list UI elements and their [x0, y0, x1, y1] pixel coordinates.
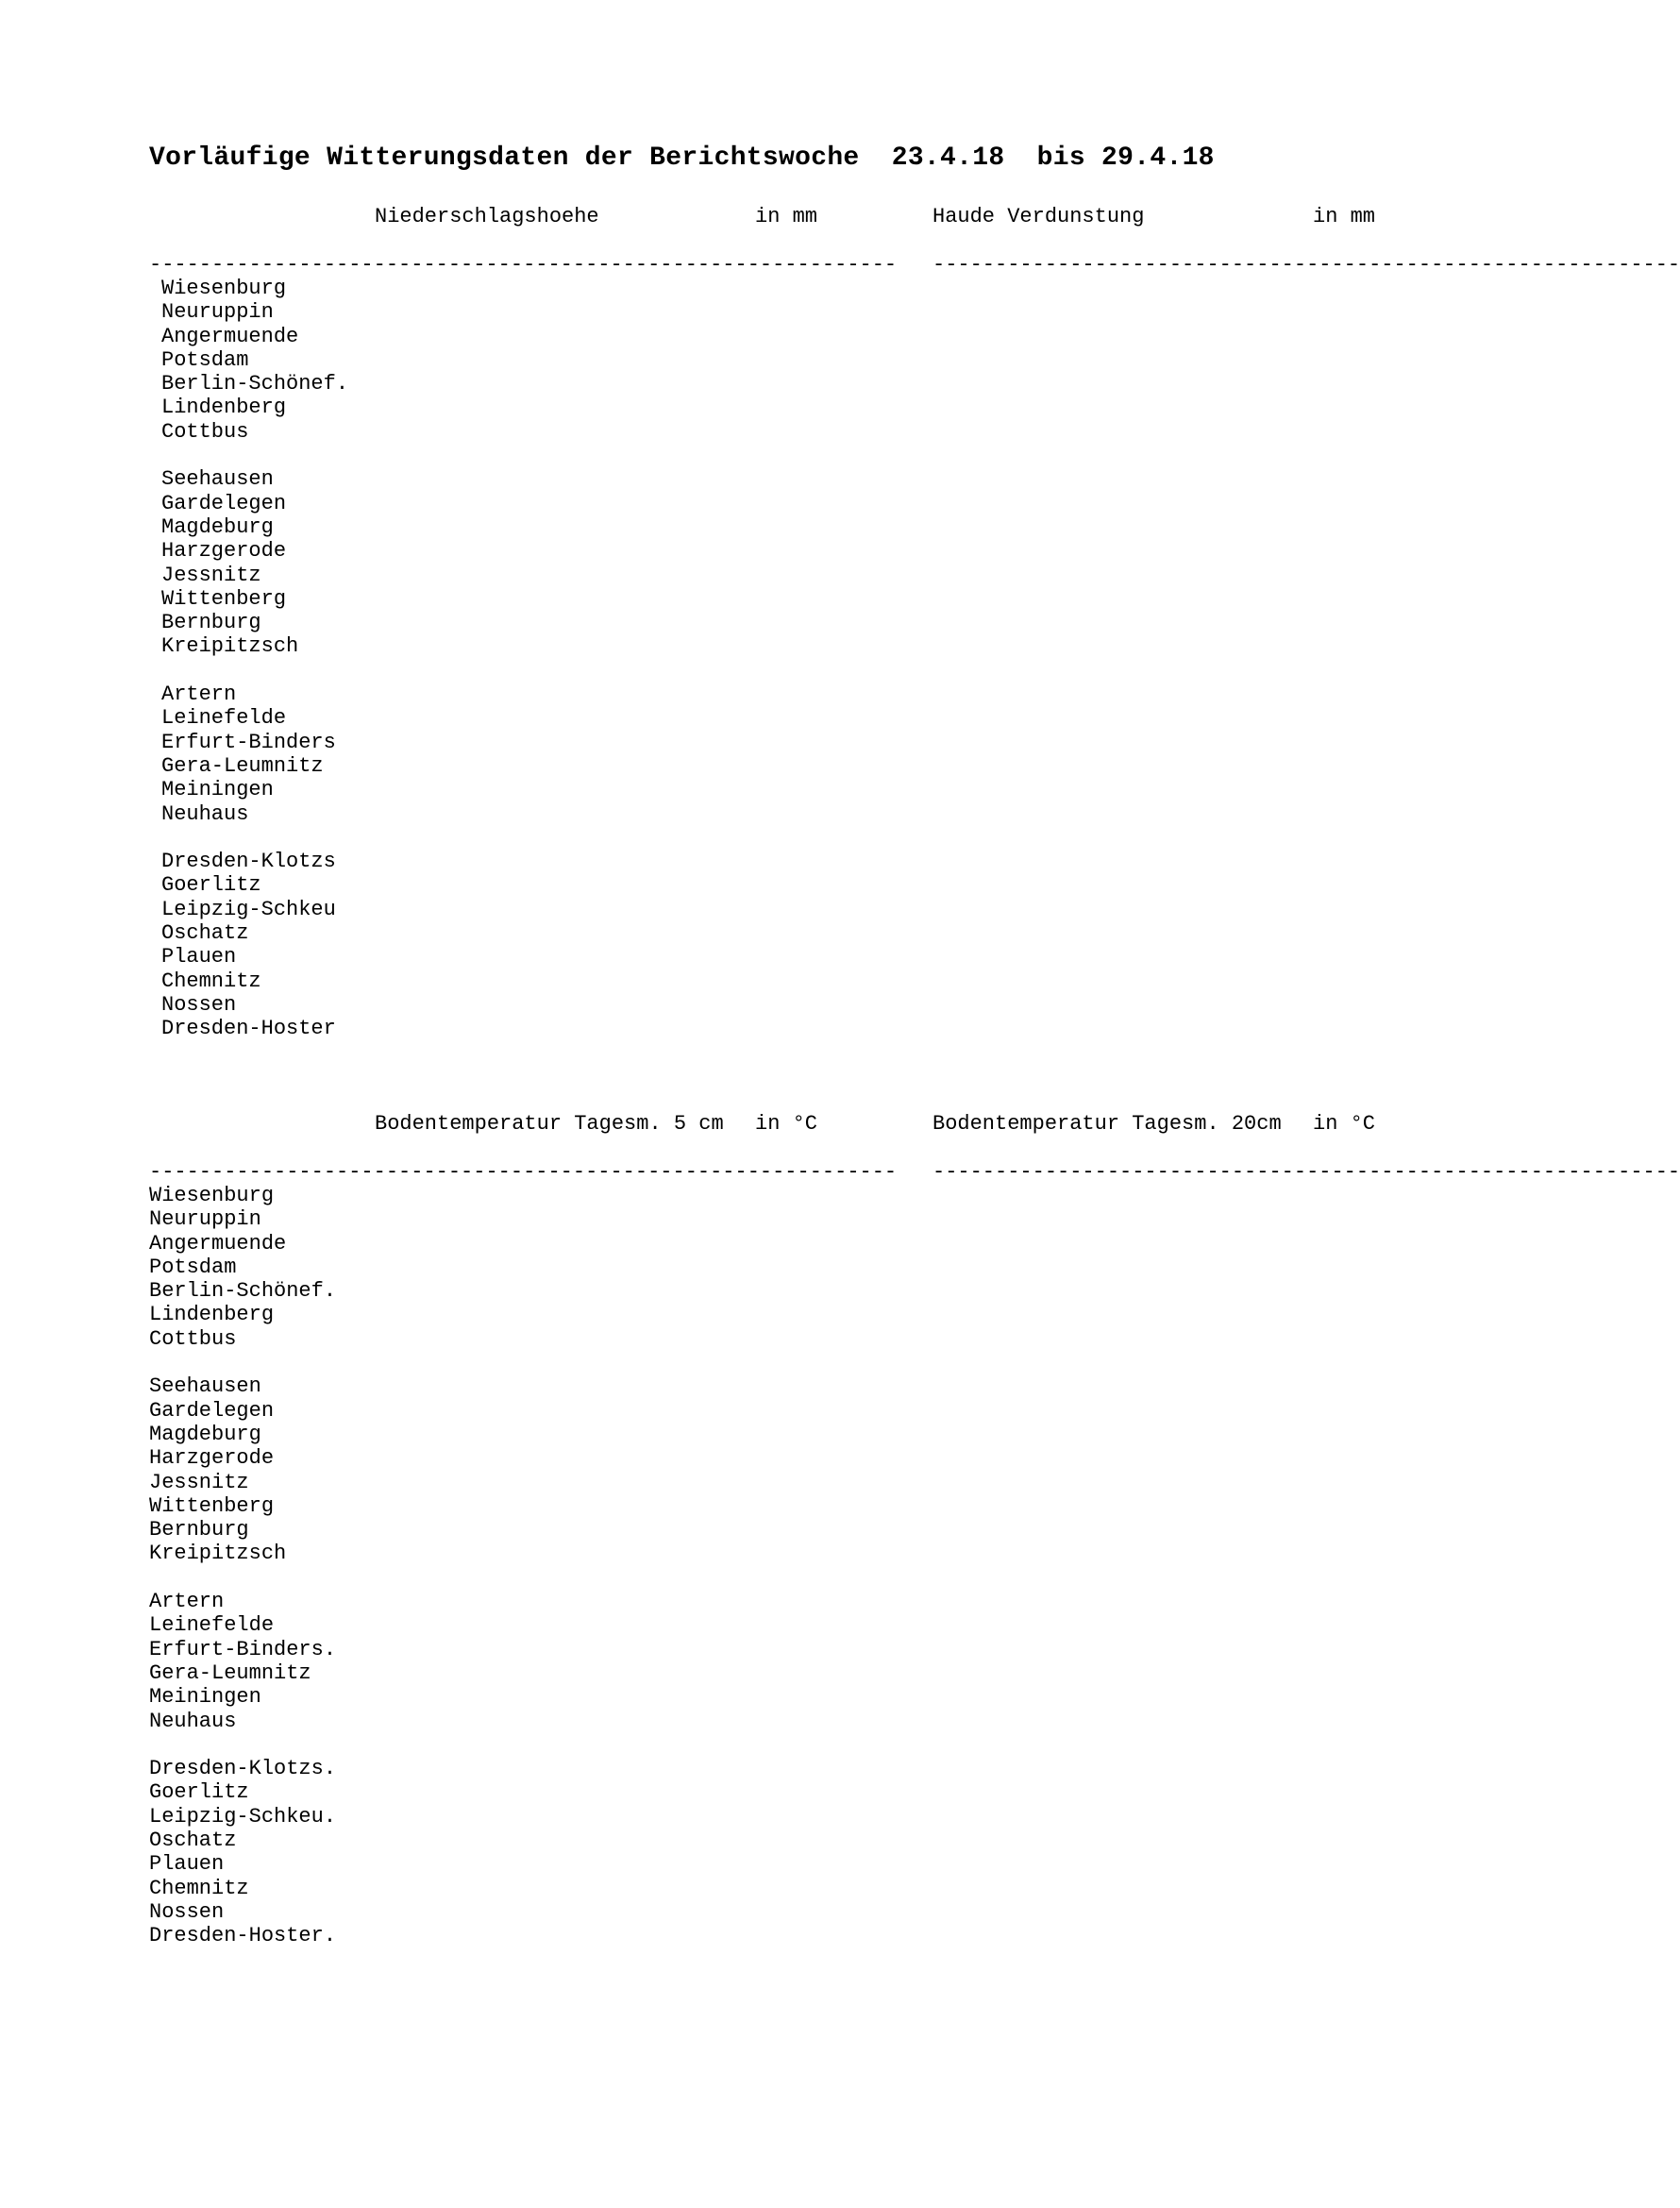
station-name: Leinefelde: [149, 1613, 275, 1638]
station-name: Oschatz: [149, 1829, 237, 1852]
right-section-unit: in mm: [1313, 205, 1376, 228]
station-name: Cottbus: [149, 1326, 237, 1351]
station-name: Seehausen: [149, 1374, 261, 1399]
station-name: Neuruppin: [149, 1207, 261, 1232]
station-name: Leinefelde: [161, 706, 287, 731]
station-name: Oschatz: [161, 921, 249, 945]
station-name: Seehausen: [161, 467, 274, 492]
station-name: Leipzig-Schkeu.: [149, 1804, 337, 1829]
station-name: Meiningen: [149, 1685, 261, 1710]
station-name: Kreipitzsch: [149, 1542, 287, 1566]
station-name: Gardelegen: [149, 1398, 275, 1423]
station-name: Magdeburg: [149, 1422, 261, 1446]
station-name: Dresden-Klotzs: [161, 850, 336, 874]
station-name: Berlin-Schönef.: [149, 1279, 337, 1304]
station-name: Wiesenburg: [161, 276, 287, 300]
left-section-unit: in °C: [755, 1112, 818, 1136]
left-section-header: Bodentemperatur Tagesm. 5 cm: [375, 1112, 724, 1136]
separator-line: ------------------------------------------------------------: [149, 1159, 898, 1184]
station-name: Dresden-Hoster: [161, 1017, 336, 1041]
station-name: Meiningen: [161, 778, 274, 802]
station-name: Chemnitz: [161, 969, 261, 993]
station-name: Jessnitz: [161, 563, 261, 587]
station-name: Erfurt-Binders: [161, 730, 336, 754]
station-name: Berlin-Schönef.: [161, 372, 349, 396]
station-name: Wiesenburg: [149, 1183, 275, 1207]
station-name: Goerlitz: [149, 1780, 249, 1805]
station-name: Erfurt-Binders.: [149, 1637, 337, 1661]
station-name: Nossen: [161, 992, 237, 1017]
station-name: Wittenberg: [161, 586, 287, 611]
station-name: Neuruppin: [161, 300, 274, 325]
page-title: Vorläufige Witterungsdaten der Berichtswoche 23.4.18 bis 29.4.18: [149, 143, 1215, 173]
right-section-header: Bodentemperatur Tagesm. 20cm: [932, 1112, 1282, 1136]
station-name: Magdeburg: [161, 514, 274, 539]
station-name: Artern: [149, 1590, 225, 1613]
station-name: Wittenberg: [149, 1493, 275, 1518]
station-name: Potsdam: [149, 1255, 237, 1279]
station-name: Neuhaus: [149, 1709, 237, 1733]
station-name: Plauen: [149, 1852, 225, 1877]
station-name: Angermuende: [161, 324, 299, 348]
station-name: Bernburg: [161, 611, 261, 635]
station-name: Gera-Leumnitz: [149, 1660, 311, 1685]
station-name: Potsdam: [161, 347, 249, 372]
station-name: Chemnitz: [149, 1876, 249, 1900]
station-name: Plauen: [161, 945, 237, 969]
left-section-unit: in mm: [755, 205, 818, 228]
right-section-header: Haude Verdunstung: [932, 205, 1145, 228]
separator-line: ------------------------------------------------------------: [932, 252, 1680, 277]
station-name: Nossen: [149, 1899, 225, 1924]
station-name: Bernburg: [149, 1518, 249, 1542]
station-name: Artern: [161, 683, 237, 706]
separator-line: ------------------------------------------------------------: [149, 252, 898, 277]
station-name: Angermuende: [149, 1231, 287, 1256]
station-name: Gera-Leumnitz: [161, 753, 324, 778]
station-name: Harzgerode: [161, 539, 287, 564]
left-section-header: Niederschlagshoehe: [375, 205, 599, 228]
separator-line: ------------------------------------------------------------: [932, 1159, 1680, 1184]
station-name: Neuhaus: [161, 801, 249, 826]
station-name: Dresden-Klotzs.: [149, 1757, 337, 1781]
station-name: Goerlitz: [161, 873, 261, 898]
station-name: Dresden-Hoster.: [149, 1924, 337, 1948]
station-name: Lindenberg: [161, 396, 287, 420]
station-name: Gardelegen: [161, 491, 287, 515]
station-name: Cottbus: [161, 419, 249, 444]
station-name: Leipzig-Schkeu: [161, 897, 336, 921]
station-name: Harzgerode: [149, 1446, 275, 1471]
right-section-unit: in °C: [1313, 1112, 1376, 1136]
station-name: Jessnitz: [149, 1470, 249, 1494]
station-name: Lindenberg: [149, 1303, 275, 1327]
station-name: Kreipitzsch: [161, 634, 299, 659]
